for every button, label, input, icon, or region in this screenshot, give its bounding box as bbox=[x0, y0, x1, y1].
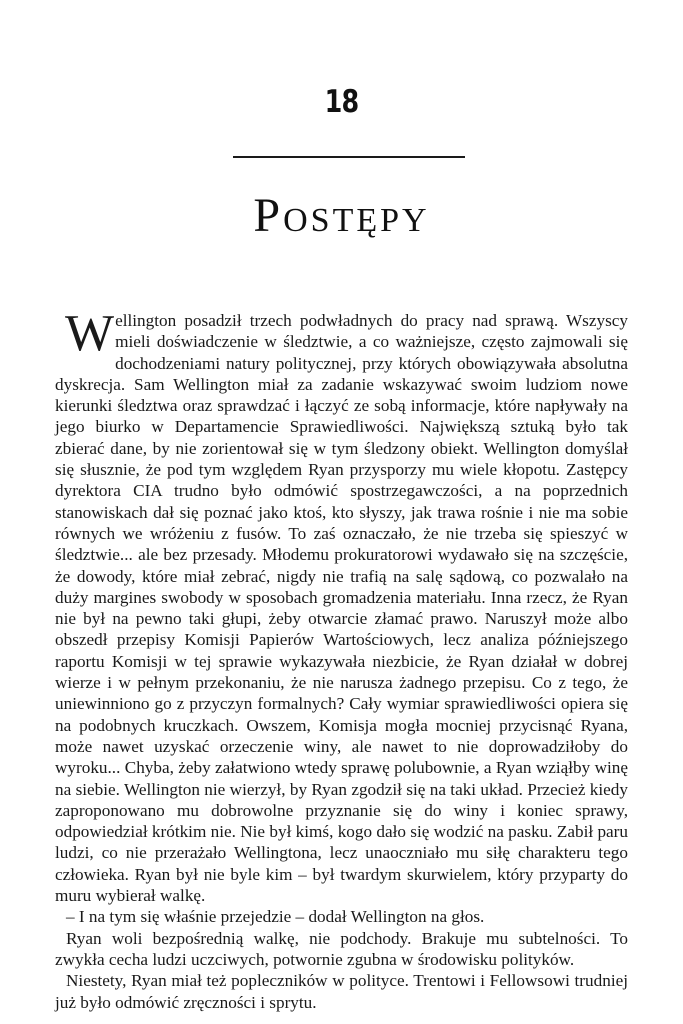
dropcap: W bbox=[65, 305, 115, 362]
paragraph-1-text: ellington posadził trzech podwładnych do pracy nad sprawą. Wszyscy mieli doświadczenie w śledztwie, a co ważniejsze, często zajmowali się dochodzeniami natury politycznej, przy których obowiązywała absolutna dyskrecja. Sam Wellington miał za zadanie wskazywać swoim ludziom nowe kierunki śledztwa oraz sprawdzać i łączyć ze sobą informacje, które napływały na jego biurko w Departamencie Sprawiedliwości. Największą sztuką było tak zbierać dane, by nie zorientował się w tym śledzony obiekt. Wellington domyślał się słusznie, że pod tym względem Ryan przysporzy mu wiele kłopotu. Zastępcy dyrektora CIA trudno było odmówić spostrzegawczości, a na poprzednich stanowiskach dał się poznać jako ktoś, kto słyszy, jak trawa rośnie i nie ma sobie równych we wróżeniu z fusów. To zaś oznaczało, że nie trzeba się spieszyć w śledztwie... ale bez przesady. Młodemu prokuratorowi wydawało się na szczęście, że dowody, które miał zebrać, nigdy nie trafią na salę sądową, co pozwalało na duży margines swobody w sposobach gromadzenia materiału. Inna rzecz, że Ryan nie był na pewno taki głupi, żeby otwarcie złamać prawo. Naruszył może albo obszedł przepisy Komisji Papierów Wartościowych, lecz analiza późniejszego raportu Komisji w tej sprawie wykazywała niezbicie, że Ryan działał w dobrej wierze i w pełnym przekonaniu, że nie narusza żadnego przepisu. Co z tego, że uniewinniono go z przyczyn formalnych? Cały wymiar sprawiedliwości opiera się na podobnych kruczkach. Owszem, Komisja mogła mocniej przycisnąć Ryana, może nawet uzyskać orzeczenie winy, ale nawet to nie doprowadziłoby do wyroku... Chyba, żeby załatwiono wtedy sprawę polubownie, a Ryan wziąłby winę na siebie. Wellington nie wierzył, by Ryan zgodził się na taki układ. Przecież kiedy zaproponowano mu dobrowolne przyznanie się do winy i koniec sprawy, odpowiedział krótkim nie. Nie był kimś, kogo dało się wodzić na pasku. Zabił paru ludzi, co nie przerażało Wellingtona, lecz unaoczniało mu siłę charakteru tego człowieka. Ryan był nie byle kim – był twardym skurwielem, który przyparty do muru wybierał walkę. bbox=[55, 311, 628, 906]
paragraph-3: Ryan woli bezpośrednią walkę, nie podchody. Brakuje mu subtelności. To zwykła cecha ludzi uczciwych, potwornie zgubna w środowisku polityków. bbox=[55, 928, 628, 969]
body-text bbox=[55, 305, 628, 1013]
chapter-number: 18 bbox=[324, 84, 359, 120]
paragraph-2: – I na tym się właśnie przejedzie – dodał Wellington na głos. bbox=[66, 907, 485, 927]
paragraph-4: Niestety, Ryan miał też popleczników w polityce. Trentowi i Fellowsowi trudniej już było odmówić zręczności i sprytu. bbox=[55, 971, 628, 1012]
paragraph-1 bbox=[55, 305, 628, 906]
chapter-title: Postępy bbox=[253, 189, 430, 242]
title-rule bbox=[233, 156, 465, 158]
